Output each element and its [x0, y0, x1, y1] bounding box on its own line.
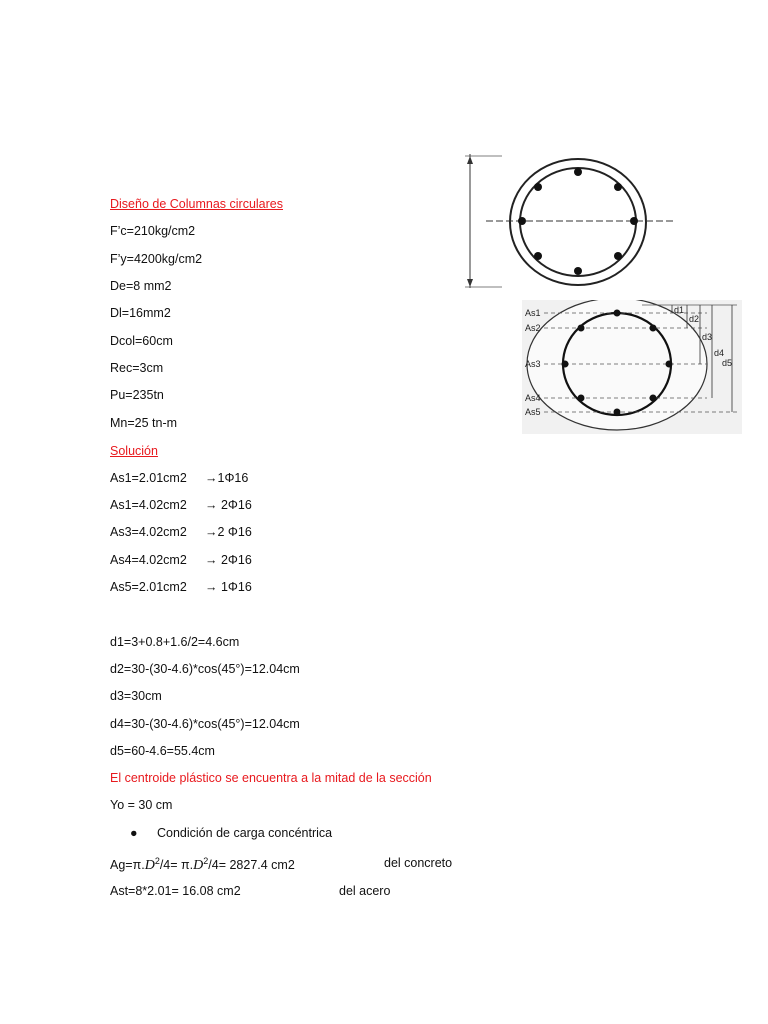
ag-sup1: 2 — [154, 856, 160, 866]
bullet-icon: ● — [130, 826, 138, 840]
bullet-heading: Condición de carga concéntrica — [157, 826, 333, 840]
label-d5: d5 — [722, 358, 733, 368]
param-dl: Dl=16mm2 — [110, 306, 171, 320]
centroid-note: El centroide plástico se encuentra a la mitad de la sección — [110, 771, 432, 785]
label-as1: As1 — [525, 308, 541, 318]
depth-d3: d3=30cm — [110, 689, 162, 703]
ag-note: del concreto — [384, 856, 453, 870]
param-mn: Mn=25 tn-m — [110, 416, 178, 430]
param-de: De=8 mm2 — [110, 279, 172, 293]
param-dcol: Dcol=60cm — [110, 334, 173, 348]
steel-row-bars: →1Φ16 — [205, 471, 249, 485]
ag-suffix: /4= 2827.4 cm2 — [208, 858, 295, 873]
label-d3: d3 — [702, 332, 713, 342]
depth-d1: d1=3+0.8+1.6/2=4.6cm — [110, 635, 240, 649]
label-as4: As4 — [525, 393, 541, 403]
steel-row-bars: → 2Φ16 — [205, 553, 252, 567]
ast-note: del acero — [339, 884, 391, 898]
steel-row-label: As5=2.01cm2 — [110, 580, 187, 594]
ag-prefix: Ag=π. — [110, 858, 145, 873]
param-fy: F’y=4200kg/cm2 — [110, 252, 203, 266]
depth-d4: d4=30-(30-4.6)*cos(45°)=12.04cm — [110, 717, 300, 731]
yo-value: Yo = 30 cm — [110, 798, 173, 812]
label-as3: As3 — [525, 359, 541, 369]
steel-row-bars: → 2Φ16 — [205, 498, 252, 512]
label-d1: d1 — [674, 305, 685, 315]
steel-row-label: As1=4.02cm2 — [110, 498, 187, 512]
doc-title: Diseño de Columnas circulares — [110, 197, 283, 211]
label-as5: As5 — [525, 407, 541, 417]
solution-heading: Solución — [110, 444, 158, 458]
param-pu: Pu=235tn — [110, 388, 164, 402]
param-rec: Rec=3cm — [110, 361, 164, 375]
steel-row-bars: →2 Φ16 — [205, 525, 252, 539]
ag-sup2: 2 — [203, 856, 209, 866]
steel-row-bars: → 1Φ16 — [205, 580, 252, 594]
depth-d5: d5=60-4.6=55.4cm — [110, 744, 215, 758]
steel-row-label: As1=2.01cm2 — [110, 471, 187, 485]
ag-mid: /4= π. — [159, 858, 194, 873]
column-section-diagram — [462, 150, 684, 292]
steel-layers-diagram — [522, 300, 742, 434]
ag-d2: D — [193, 858, 204, 874]
param-fc: F’c=210kg/cm2 — [110, 224, 196, 238]
label-as2: As2 — [525, 323, 541, 333]
ag-d1: D — [144, 858, 155, 874]
depth-d2: d2=30-(30-4.6)*cos(45°)=12.04cm — [110, 662, 300, 676]
steel-row-label: As3=4.02cm2 — [110, 525, 187, 539]
label-d4: d4 — [714, 348, 725, 358]
label-d2: d2 — [689, 314, 700, 324]
ast-formula: Ast=8*2.01= 16.08 cm2 — [110, 884, 241, 898]
ag-formula — [110, 853, 295, 874]
steel-row-label: As4=4.02cm2 — [110, 553, 187, 567]
